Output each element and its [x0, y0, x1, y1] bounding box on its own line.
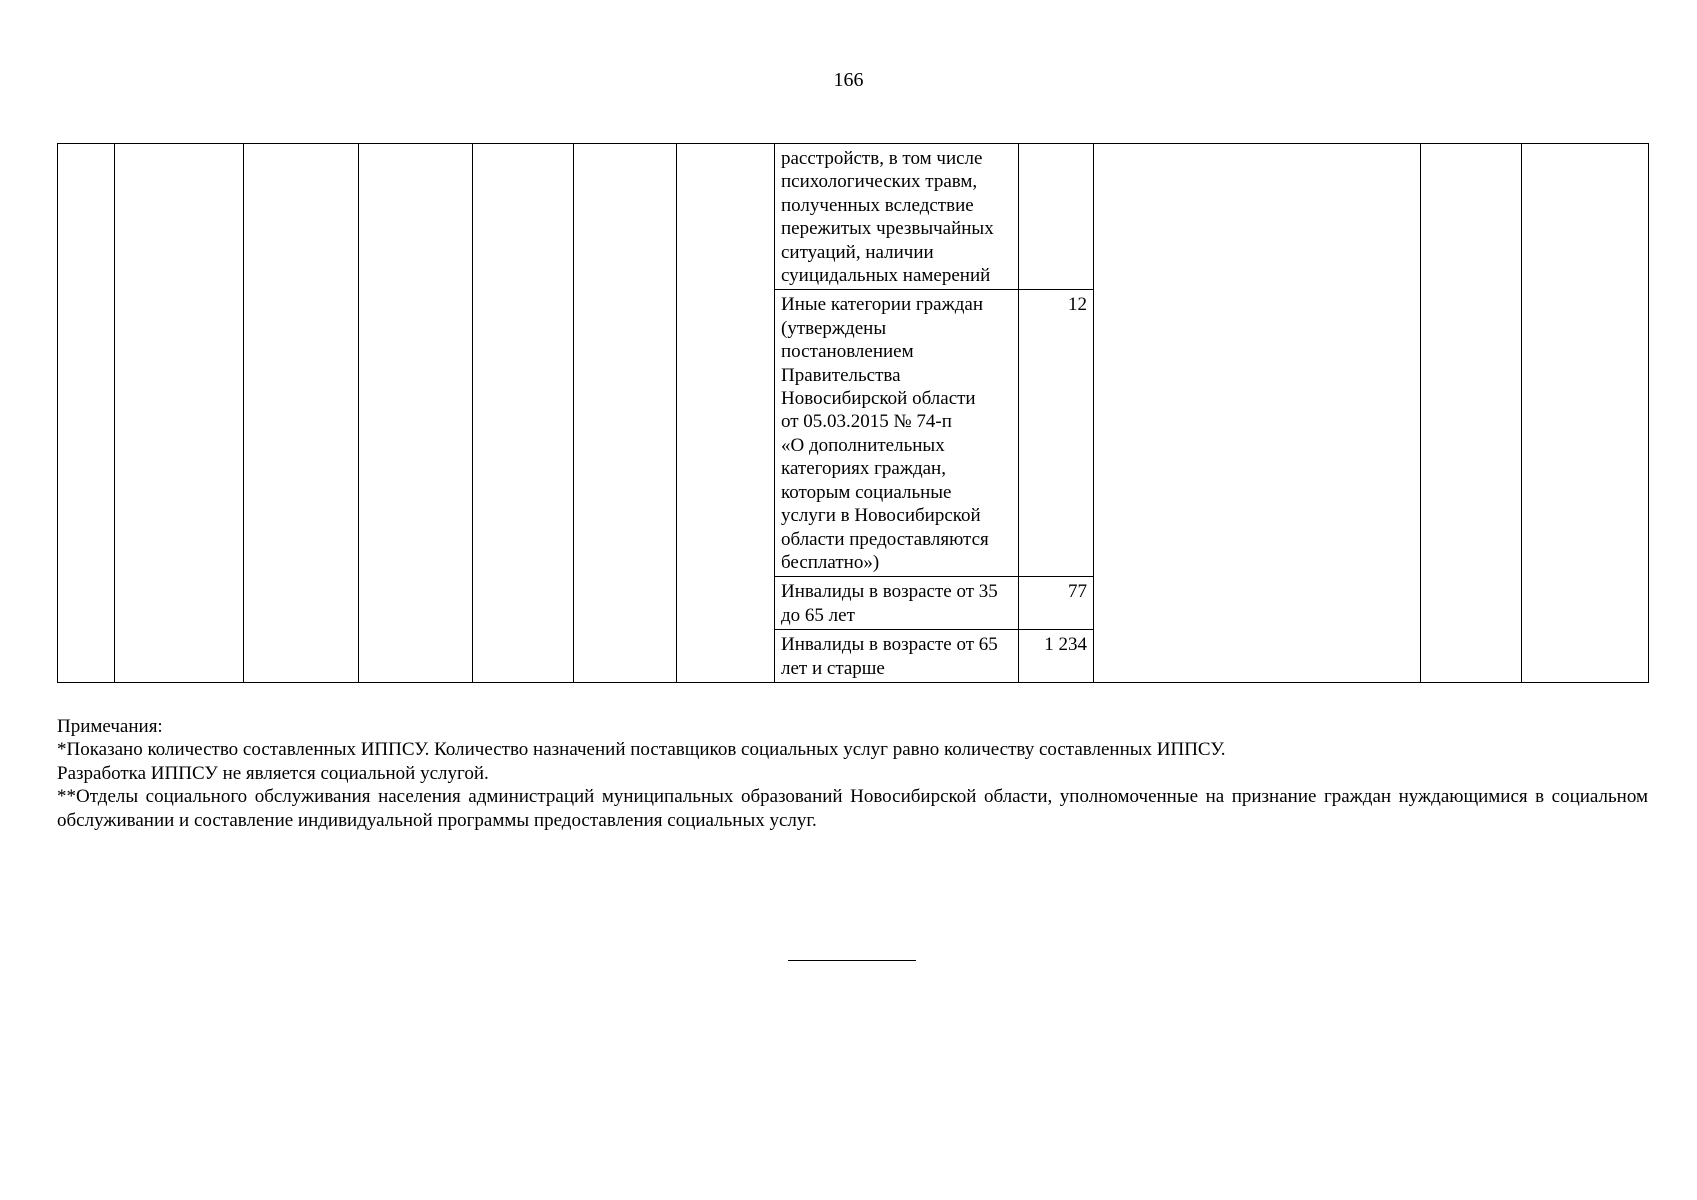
empty-cell [473, 144, 574, 683]
category-cell: Иные категории граждан (утверждены постановлением Правительства Новосибирской области от 05.03.2015 № 74-п «О дополнительных категориях граждан, которым социальные услуги в Новосибирской области предоставляются бесплатно») [775, 290, 1019, 577]
empty-cell [1094, 144, 1421, 683]
empty-cell [58, 144, 115, 683]
note-text: **Отделы социального обслуживания населения администраций муниципальных образований Новосибирской области, уполномоченные на признание граждан нуждающимися в социальном обслуживании и составление индивидуальной программы предоставления социальных услуг. [57, 786, 1648, 831]
empty-cell [574, 144, 677, 683]
empty-cell [115, 144, 244, 683]
category-cell: Инвалиды в возрасте от 35 до 65 лет [775, 577, 1019, 630]
empty-cell [359, 144, 473, 683]
value-cell: 1 234 [1019, 630, 1094, 683]
note-text: Разработка ИППСУ не является социальной услугой. [57, 762, 489, 784]
notes-section [57, 715, 1648, 832]
page-number: 166 [833, 69, 864, 91]
empty-cell [677, 144, 775, 683]
data-table [57, 143, 1649, 683]
end-divider [788, 960, 916, 961]
value-cell: 77 [1019, 577, 1094, 630]
category-cell: расстройств, в том числе психологических травм, полученных вследствие пережитых чрезвычайных ситуаций, наличии суицидальных намерений [775, 144, 1019, 290]
empty-cell [244, 144, 359, 683]
value-cell: 12 [1019, 290, 1094, 577]
empty-cell [1421, 144, 1522, 683]
notes-heading: Примечания: [57, 716, 163, 737]
empty-cell [1522, 144, 1649, 683]
note-text: *Показано количество составленных ИППСУ. Количество назначений поставщиков социальных услуг равно количеству составленных ИППСУ. [57, 739, 1226, 761]
table-row [58, 144, 1649, 290]
value-cell [1019, 144, 1094, 290]
category-cell: Инвалиды в возрасте от 65 лет и старше [775, 630, 1019, 683]
